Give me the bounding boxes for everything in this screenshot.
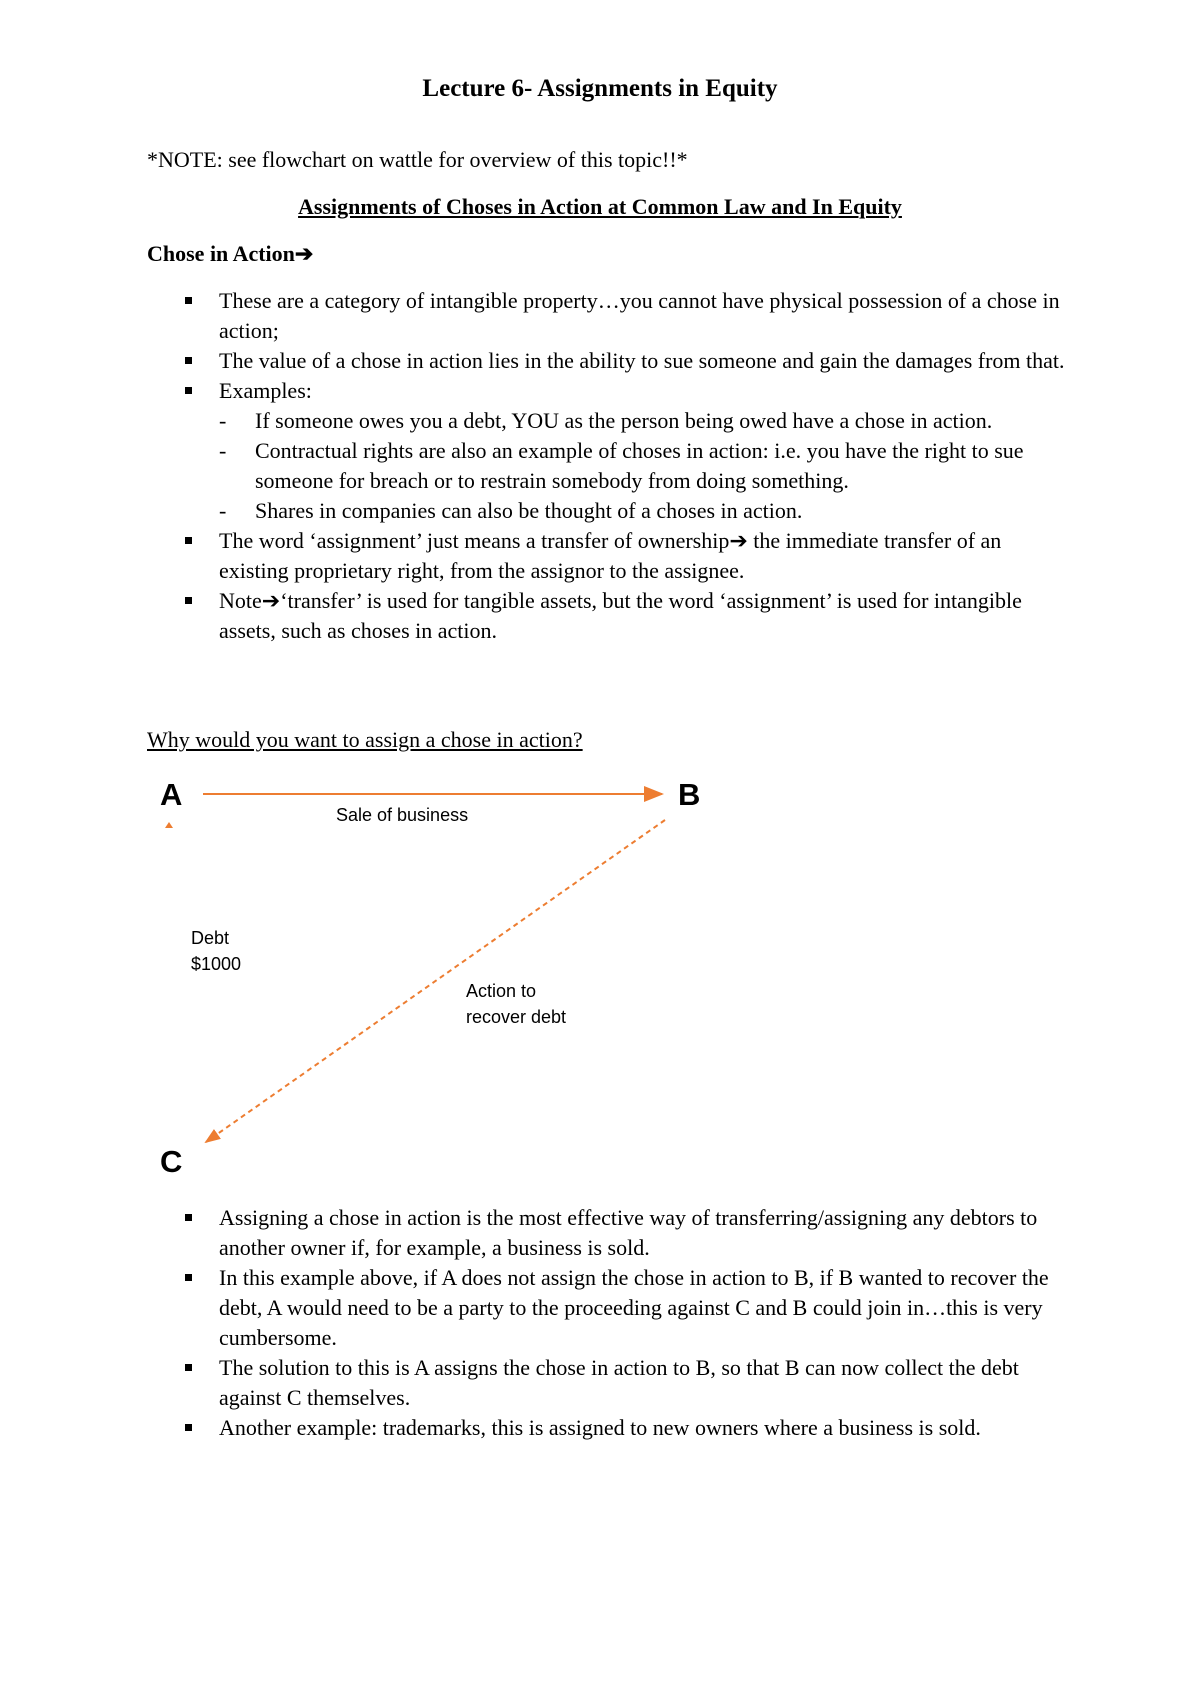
bullet-item [147,1263,1067,1353]
bullet-sub-item [147,406,1067,436]
bullet-item [147,1413,1067,1443]
bullet-item-text: Another example: trademarks, this is assigned to new owners where a business is sold. [219,1415,981,1440]
node-b-label: B [678,777,701,812]
node-a-label: A [160,777,183,812]
bullet-sub-item [147,436,1067,496]
bullet-item-text: The value of a chose in action lies in the ability to sue someone and gain the damages from that. [219,348,1065,373]
subheading-text: Chose in Action [147,241,295,266]
bullet-item-text: The solution to this is A assigns the chose in action to B, so that B can now collect the debt against C themselves. [219,1355,1019,1410]
bullet-list-chose-in-action [147,286,1067,646]
bullet-item [147,1203,1067,1263]
bullet-item [147,526,1067,586]
action-label-line-1: Action to [466,981,537,1001]
bullet-item [147,346,1067,376]
bullet-item [147,376,1067,406]
assignment-diagram [0,760,760,1180]
debt-label-line-2: $1000 [191,954,242,974]
bullet-item-text: Shares in companies can also be thought of a choses in action. [255,498,803,523]
sale-label: Sale of business [336,805,469,825]
action-arrow [206,820,665,1142]
bullet-item-text: Assigning a chose in action is the most effective way of transferring/assigning any debtors to another owner if, for example, a business is sold. [219,1205,1038,1260]
action-label-line-2: recover debt [466,1007,567,1027]
bullet-item-text: These are a category of intangible property…you cannot have physical possession of a chose in action; [219,288,1060,343]
bullet-item-text: The word ‘assignment’ just means a transfer of ownership➔ the immediate transfer of an existing proprietary right, from the assignor to the assignee. [219,528,1002,583]
bullet-item [147,1353,1067,1413]
bullet-item [147,586,1067,646]
subheading [147,239,313,269]
why-heading: Why would you want to assign a chose in action? [147,727,583,752]
bullet-sub-item [147,496,1067,526]
right-arrow-icon: ➔ [294,241,314,266]
bullet-item-text: If someone owes you a debt, YOU as the person being owed have a chose in action. [255,408,993,433]
bullet-item-text: Contractual rights are also an example of choses in action: i.e. you have the right to sue someone for breach or to restrain somebody from doing something. [255,438,1024,493]
bullet-item-text: In this example above, if A does not assign the chose in action to B, if B wanted to recover the debt, A would need to be a party to the proceeding against C and B could join in…this is very cumbersome. [219,1265,1049,1350]
bullet-item-text: Note➔‘transfer’ is used for tangible assets, but the word ‘assignment’ is used for intangible assets, such as choses in action. [219,588,1022,643]
section-heading: Assignments of Choses in Action at Common Law and In Equity [298,194,902,219]
bullet-list-why-assign [147,1203,1067,1443]
note-text: *NOTE: see flowchart on wattle for overview of this topic!!* [147,147,688,172]
page-title: Lecture 6- Assignments in Equity [422,75,778,102]
small-arrow-marker-icon [165,822,173,828]
bullet-item-text: Examples: [219,378,312,403]
bullet-item [147,286,1067,346]
debt-label-line-1: Debt [191,928,230,948]
node-c-label: C [160,1144,183,1179]
